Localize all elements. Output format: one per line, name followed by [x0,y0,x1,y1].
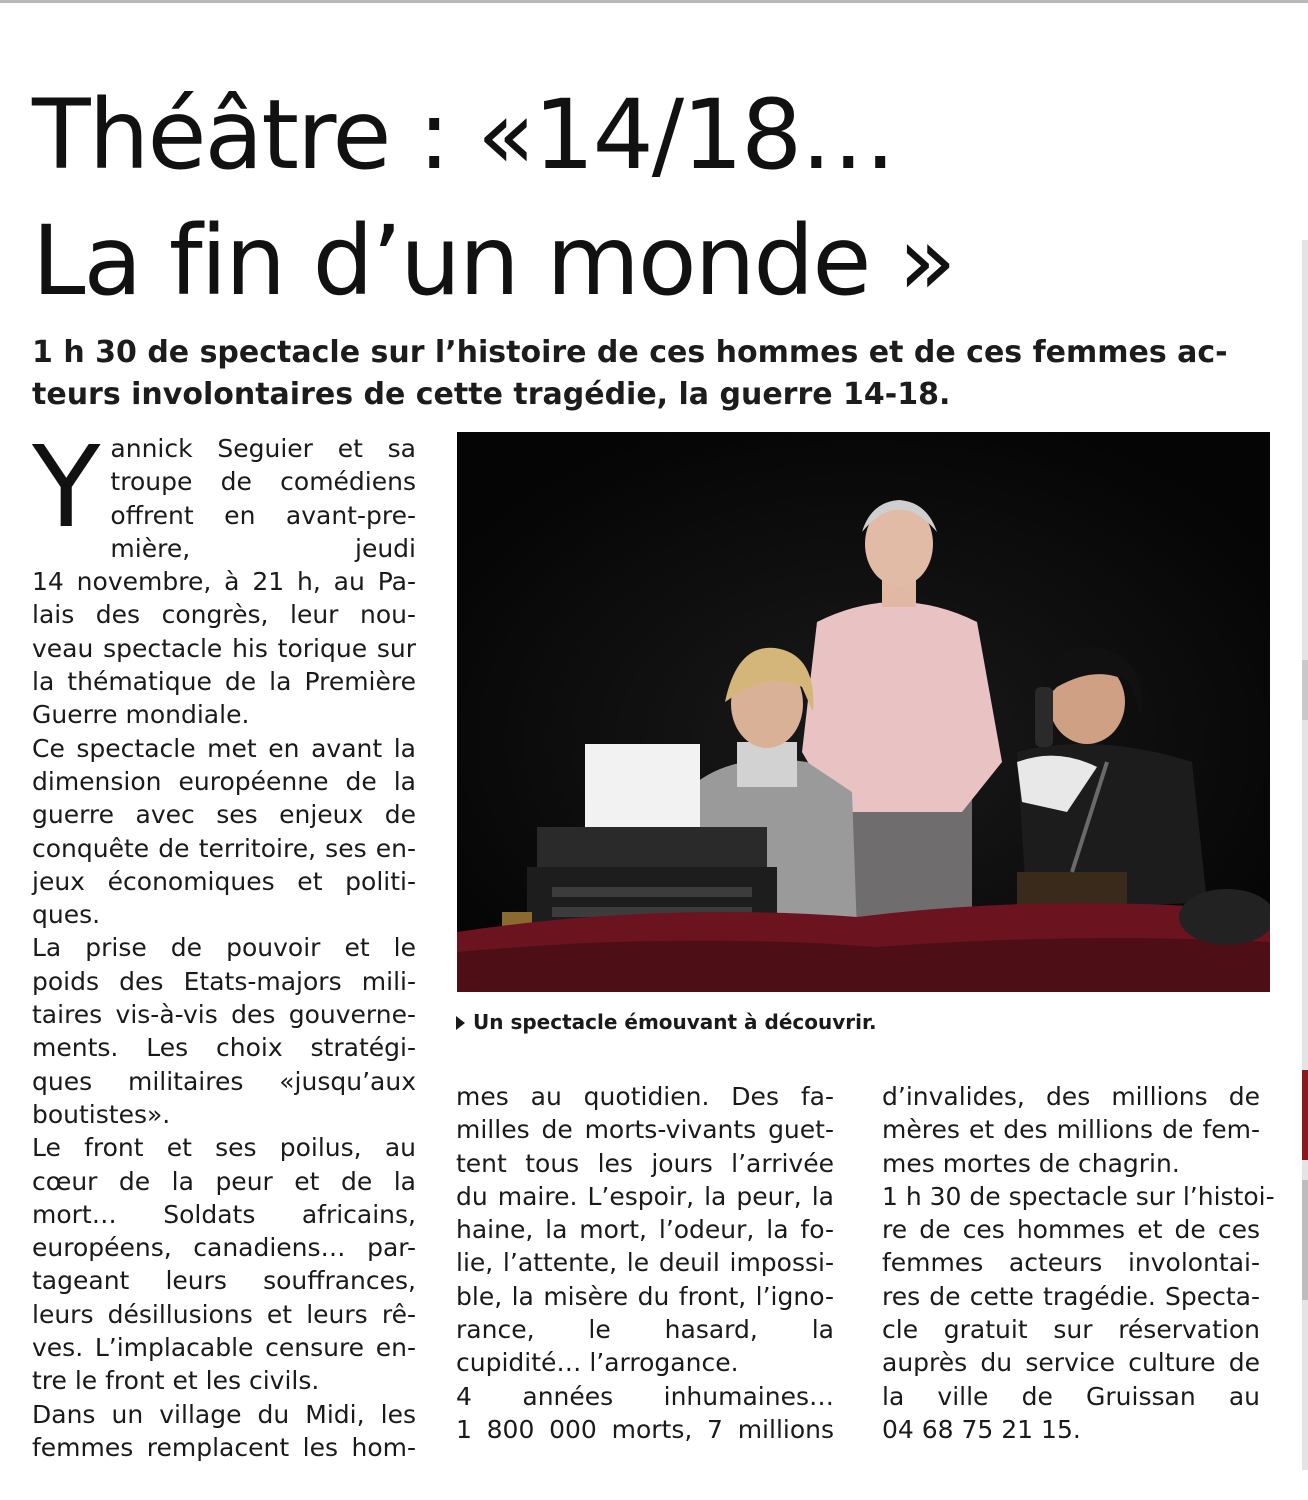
text-line: milles de morts-vivants guet- [456,1115,834,1145]
caption-text: Un spectacle émouvant à découvrir. [473,1010,877,1034]
text-line: haine, la mort, l’odeur, la fo- [456,1215,834,1245]
text-line: mière, jeudi [110,533,416,563]
text-line: du maire. L’espoir, la peur, la [456,1181,834,1211]
paragraph-european-dimension [32,732,416,932]
headline-line-1: Théâtre : «14/18… [32,79,895,191]
text-line: leurs désillusions et leurs rê- [32,1299,416,1329]
standfirst-line-1: 1 h 30 de spectacle sur l’histoire de ces hommes et de ces femmes ac- [32,335,1228,370]
paragraph-casualties-cont [882,1080,1260,1180]
adjacent-page-edge [1302,240,1308,1470]
article-column-2 [456,1080,834,1446]
text-line: tre le front et les civils. [32,1366,320,1396]
paragraph-reservation [882,1180,1275,1446]
text-line: 1 800 000 morts, 7 millions [456,1414,834,1444]
text-line: européens, canadiens… par- [32,1233,416,1263]
top-rule [0,0,1308,3]
text-line: la ville de Gruissan au [882,1381,1260,1411]
text-line: Guerre mondiale. [32,700,250,730]
text-line: ble, la misère du front, l’igno- [456,1281,834,1311]
paragraph-village-midi [32,1398,416,1465]
standfirst-line-2: teurs involontaires de cette tragédie, la guerre 14-18. [32,377,951,412]
text-line: 14 novembre, à 21 h, au Pa- [32,567,416,597]
text-line: 4 années inhumaines… [456,1381,834,1411]
caption-arrow-icon [456,1016,465,1030]
text-line: res de cette tragédie. Specta- [882,1281,1260,1311]
text-line: tent tous les jours l’arrivée [456,1148,834,1178]
article-column-1 [32,423,416,1464]
text-line: ments. Les choix stratégi- [32,1033,416,1063]
text-line: ves. L’implacable censure en- [32,1333,416,1363]
text-line: d’invalides, des millions de [882,1082,1260,1111]
stage-photo [457,432,1270,992]
text-line: dimension européenne de la [32,766,416,796]
text-line: femmes acteurs involontai- [882,1248,1260,1278]
text-line: re de ces hommes et de ces [882,1215,1260,1245]
text-line: auprès du service culture de [882,1348,1260,1378]
text-line: 1 h 30 de spectacle sur l’histoi- [882,1181,1275,1211]
text-line: ques militaires «jusqu’aux [32,1066,416,1096]
stage-photo-illustration [457,432,1270,992]
text-line: mes au quotidien. Des fa- [456,1082,834,1111]
text-line: la thématique de la Première [32,667,416,697]
text-line: ques. [32,900,101,930]
paragraph-village-midi-cont [456,1080,834,1380]
text-line: annick Seguier et sa [110,434,416,463]
standfirst [32,332,1228,416]
paragraph-general-staff [32,931,416,1131]
text-line: femmes remplacent les hom- [32,1432,416,1462]
text-line: taires vis-à-vis des gouverne- [32,1000,416,1030]
text-line: offrent en avant-pre- [110,500,416,530]
text-line: cœur de la peur et de la [32,1166,416,1196]
text-line: Le front et ses poilus, au [32,1133,416,1163]
text-line: cle gratuit sur réservation [882,1315,1260,1345]
text-line: boutistes». [32,1099,171,1129]
text-line: lie, l’attente, le deuil impossi- [456,1248,834,1278]
drop-cap: Y [32,423,101,553]
text-line: veau spectacle his torique sur [32,633,416,663]
text-line: jeux économiques et politi- [32,866,416,896]
text-line: conquête de territoire, ses en- [32,833,416,863]
headline [32,72,1232,324]
text-line: troupe de comédiens [110,467,416,497]
text-line: Ce spectacle met en avant la [32,733,416,763]
text-line: cupidité… l’arrogance. [456,1348,739,1378]
text-line: mères et des millions de fem- [882,1115,1260,1145]
text-line: mort… Soldats africains, [32,1199,416,1229]
text-line: guerre avec ses enjeux de [32,800,416,830]
headline-line-2: La fin d’un monde » [32,205,955,317]
text-line: 04 68 75 21 15. [882,1414,1081,1444]
text-line: poids des Etats-majors mili- [32,966,416,996]
paragraph-front-poilus [32,1131,416,1397]
text-line: La prise de pouvoir et le [32,933,416,963]
text-line: rance, le hasard, la [456,1315,834,1345]
text-line: Dans un village du Midi, les [32,1399,416,1429]
article-column-3 [882,1080,1275,1446]
text-line: mes mortes de chagrin. [882,1148,1180,1178]
paragraph-casualties [456,1380,834,1447]
text-line: tageant leurs souffrances, [32,1266,416,1296]
photo-caption [456,1008,1256,1036]
text-line: lais des congrès, leur nou- [32,600,416,630]
